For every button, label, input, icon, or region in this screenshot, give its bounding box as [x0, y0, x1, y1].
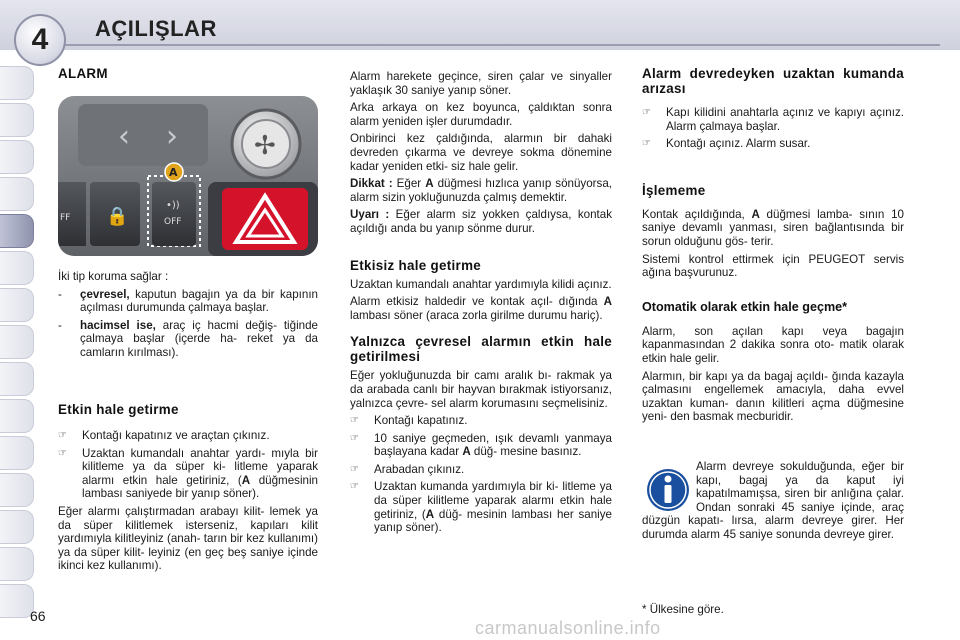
finger-icon: ☞ [350, 415, 359, 427]
paragraph: Arka arkaya on kez boyunca, çaldıktan sonra alarm yeniden işler durumdadır. [350, 101, 612, 128]
bullet-item: ☞ Kontağı kapatınız. [350, 414, 468, 428]
footnote: * Ülkesine göre. [642, 603, 724, 616]
chapter-tab[interactable] [0, 251, 34, 285]
section-heading-etkisiz: Etkisiz hale getirme [350, 257, 482, 273]
list-item: - çevresel, kaputun bagajın ya da bir kapının açılması durumunda çalmaya başlar. [58, 287, 318, 315]
bullet-item [58, 429, 318, 443]
etkin-paragraph: Eğer alarmı çalıştırmadan arabayı kilit- lemek ya da süper kilitlemek isterseniz, kapıları kilit yardımıyla kilitleyiniz (anah- tarın bir kez kullanımı) ya da süper kilit- leyiniz (en geç beş saniye içinde ikinci kez kullanımı). [58, 504, 318, 573]
finger-icon: ☞ [642, 138, 651, 150]
svg-text:›: › [166, 119, 178, 154]
intro-text: İki tip koruma sağlar : [58, 270, 169, 283]
callout-a-label: A [169, 166, 178, 179]
paragraph: Eğer yokluğunuzda bir camı aralık bı- rakmak ya da arabada canlı bir hayvan bırakmak istiyorsanız, yalnızca çevre- sel alarm korumasını seçmelisiniz. [350, 369, 612, 410]
chapter-tabs [0, 66, 34, 621]
chapter-tab[interactable] [0, 325, 34, 359]
chapter-tab[interactable] [0, 362, 34, 396]
list-text: araç iç hacmi değiş- tiğinde çalmaya başlar (içerde ha- reket ya da camların kırılması). [80, 318, 318, 359]
svg-text:✢: ✢ [254, 131, 276, 161]
section-heading-isleme: İşlememe [642, 182, 706, 198]
chapter-tab[interactable] [0, 140, 34, 174]
watermark: carmanualsonline.info [475, 618, 661, 638]
bullet-item: ☞ 10 saniye geçmeden, ışık devamlı yanmaya başlayana kadar A düğ- mesine basınız. [350, 431, 612, 459]
chapter-tab[interactable] [0, 288, 34, 322]
chapter-tab[interactable] [0, 103, 34, 137]
paragraph: Alarm harekete geçince, siren çalar ve sinyaller yaklaşık 30 saniye yanıp söner. [350, 70, 612, 97]
column-left-text [58, 270, 318, 364]
list-item: - hacimsel ise, araç iç hacmi değiş- tiğinde çalmaya başlar (içerde ha- reket ya da camların kırılması). [58, 318, 318, 359]
section-heading-yalniz: Yalnızca çevresel alarmın etkin hale getirilmesi [350, 334, 612, 365]
alarm-panel-photo [58, 96, 318, 256]
bullet-item: ☞ Uzaktan kumanda yardımıyla bir ki- litleme ya da süper kilitleme yaparak alarmı etkin hale getiriniz, (A düğ- mesinin lambası her saniye yanıp söner). [350, 480, 612, 535]
list-term: hacimsel ise, [80, 318, 156, 332]
column-right [642, 66, 904, 428]
bullet-item: ☞ Arabadan çıkınız. [350, 462, 465, 476]
bullet-text: Kontağı kapatınız ve araçtan çıkınız. [82, 429, 270, 442]
bullet-item: ☞ Kapı kilidini anahtarla açınız ve kapıyı açınız. Alarm çalmaya başlar. [642, 106, 904, 133]
list-term: çevresel, [80, 287, 130, 301]
paragraph: Alarm etkisiz haldedir ve kontak açıl- dığında A lambası söner (araca zorla girilme durumu hariç). [350, 295, 612, 322]
finger-icon: ☞ [350, 432, 359, 444]
off-text: OFF [164, 217, 182, 227]
page-header [0, 0, 960, 50]
chapter-tab[interactable] [0, 177, 34, 211]
finger-icon: ☞ [350, 463, 359, 475]
chapter-tab[interactable] [0, 399, 34, 433]
dikkat-paragraph: Dikkat : Eğer A düğmesi hızlıca yanıp sönüyorsa, alarm sizin yokluğunuzda çalmış demektir. [350, 177, 612, 204]
chapter-title: AÇILIŞLAR [95, 16, 217, 41]
chapter-tab[interactable] [0, 584, 34, 618]
section-heading-uzaktan: Alarm devredeyken uzaktan kumanda arızası [642, 66, 904, 96]
header-rule [40, 44, 940, 46]
paragraph: Uzaktan kumandalı anahtar yardımıyla kilidi açınız. [350, 277, 612, 291]
svg-text:‹: ‹ [118, 119, 130, 154]
uyari-paragraph: Uyarı : Eğer alarm siz yokken çaldıysa, kontak açıldığı anda bu yanıp sönme durur. [350, 208, 613, 235]
chapter-tab-active[interactable] [0, 214, 34, 248]
bullet-item: ☞ Uzaktan kumandalı anahtar yardı- mıyla bir kilitleme ya da süper ki- litleme yaparak alarmı etkin hale getiriniz, (A düğmesinin lambası saniyede bir yanıp söner). [58, 446, 318, 501]
chapter-tab[interactable] [0, 66, 34, 100]
list-text: kaputun bagajın ya da bir kapının açılması durumunda çalmaya başlar. [80, 287, 318, 315]
chapter-tab[interactable] [0, 436, 34, 470]
column-middle [350, 70, 612, 539]
info-note [642, 460, 904, 542]
chapter-tab[interactable] [0, 547, 34, 581]
section-heading-alarm: ALARM [58, 66, 108, 81]
info-text: Alarm devreye sokulduğunda, eğer bir kapı, bagaj ya da kaput iyi kapatılmamışsa, siren bir anlığına çalar. Ondan sonraki 45 saniye içinde, araç düzgün kapatı- lırsa, alarm devreye girer. Her durumda alarm 45 saniye sonunda devreye girer. [642, 460, 904, 541]
chapter-tab[interactable] [0, 473, 34, 507]
section-heading-otomatik: Otomatik olarak etkin hale geçme* [642, 299, 848, 314]
paragraph: Alarmın, bir kapı ya da bagaj açıldı- ğında kazayla çalmasını engellemek amacıyla, daha evvel uzaktan kuman- danın kilitleri açma düğmesine yeni- den basmak mecburidir. [642, 369, 904, 424]
finger-icon: ☞ [642, 107, 651, 118]
finger-icon: ☞ [58, 447, 67, 459]
column-left [58, 66, 318, 81]
svg-text:FF: FF [60, 213, 71, 223]
finger-icon: ☞ [350, 481, 359, 493]
section-heading-etkin: Etkin hale getirme [58, 402, 179, 417]
chapter-number-badge: 4 [14, 14, 66, 66]
info-icon [646, 468, 690, 512]
svg-text:•)): •)) [166, 200, 180, 211]
svg-text:🔒: 🔒 [106, 206, 129, 227]
paragraph: Alarm, son açılan kapı veya bagajın kapanmasından 2 dakika sonra oto- matik olarak etkin hale gelir. [642, 324, 904, 365]
page-number: 66 [30, 608, 46, 624]
section-etkin [58, 402, 318, 577]
paragraph: Kontak açıldığında, A düğmesi lamba- sının 10 saniye devamlı yanması, siren bağlantısında bir sorun olduğunu gös- terir. [642, 207, 904, 248]
paragraph: Sistemi kontrol ettirmek için PEUGEOT servis ağına başvurunuz. [642, 252, 904, 280]
bullet-item: ☞ Kontağı açınız. Alarm susar. [642, 137, 811, 151]
paragraph: Onbirinci kez çaldığında, alarmın bir dahaki devreden çıkarma ve devreye sokma dönemine kadar yeniden etki- siz hale gelir. [350, 132, 612, 173]
chapter-tab[interactable] [0, 510, 34, 544]
finger-icon: ☞ [58, 430, 67, 441]
